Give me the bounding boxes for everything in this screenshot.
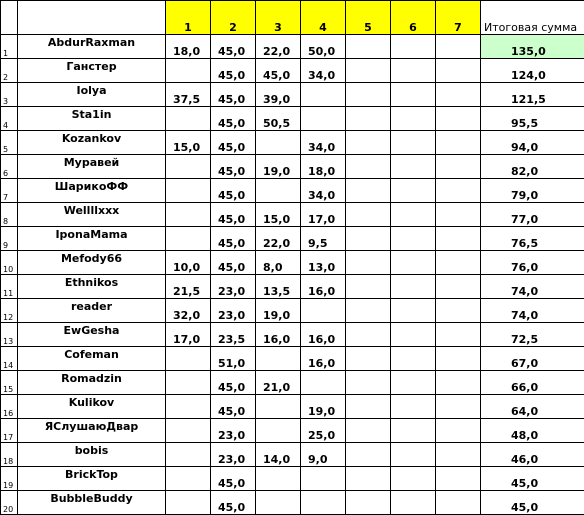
round-score-cell[interactable]: 23,0: [211, 419, 256, 443]
round-score-cell[interactable]: [346, 203, 391, 227]
round-score-cell[interactable]: [166, 59, 211, 83]
round-score-cell[interactable]: [166, 203, 211, 227]
round-score-cell[interactable]: 45,0: [211, 155, 256, 179]
player-name-cell[interactable]: Wellllxxx: [18, 203, 166, 227]
corner-cell[interactable]: [1, 1, 18, 35]
round-score-cell[interactable]: 23,5: [211, 323, 256, 347]
name-header-cell[interactable]: [18, 1, 166, 35]
round-score-cell[interactable]: [391, 227, 436, 251]
player-name-cell[interactable]: AbdurRaxman: [18, 35, 166, 59]
round-score-cell[interactable]: 45,0: [211, 35, 256, 59]
table-row: [1, 347, 584, 371]
table-row: [1, 275, 584, 299]
round-score-cell[interactable]: 34,0: [301, 179, 346, 203]
rank-cell[interactable]: 12: [1, 299, 18, 323]
round-score-cell[interactable]: [436, 251, 481, 275]
round-score-cell[interactable]: [391, 275, 436, 299]
round-score-cell[interactable]: [436, 227, 481, 251]
total-header[interactable]: Итоговая сумма: [481, 1, 584, 35]
round-score-cell[interactable]: 39,0: [256, 83, 301, 107]
table-row: [1, 299, 584, 323]
rank-cell[interactable]: 1: [1, 35, 18, 59]
round-score-cell[interactable]: 16,0: [256, 323, 301, 347]
round-score-cell[interactable]: [166, 227, 211, 251]
rank-cell[interactable]: 15: [1, 371, 18, 395]
rank-cell[interactable]: 9: [1, 227, 18, 251]
rank-cell[interactable]: 19: [1, 467, 18, 491]
rank-cell[interactable]: 4: [1, 107, 18, 131]
player-name-cell[interactable]: Mefody66: [18, 251, 166, 275]
round-score-cell[interactable]: [256, 347, 301, 371]
round-score-cell[interactable]: [346, 83, 391, 107]
round-score-cell[interactable]: [346, 59, 391, 83]
player-name-cell[interactable]: BubbleBuddy: [18, 491, 166, 515]
player-name-cell[interactable]: ШарикоФФ: [18, 179, 166, 203]
table-row: [1, 395, 584, 419]
total-cell[interactable]: 66,0: [481, 371, 584, 395]
round-score-cell[interactable]: [346, 347, 391, 371]
round-score-cell[interactable]: 14,0: [256, 443, 301, 467]
rank-cell[interactable]: 14: [1, 347, 18, 371]
round-score-cell[interactable]: [436, 467, 481, 491]
round-score-cell[interactable]: 21,0: [256, 371, 301, 395]
player-name-cell[interactable]: ЯСлушаюДвар: [18, 419, 166, 443]
round-score-cell[interactable]: [301, 491, 346, 515]
round-score-cell[interactable]: [166, 419, 211, 443]
rank-cell[interactable]: 5: [1, 131, 18, 155]
round-score-cell[interactable]: 23,0: [211, 275, 256, 299]
round-score-cell[interactable]: 50,5: [256, 107, 301, 131]
round-score-cell[interactable]: [301, 83, 346, 107]
table-row: [1, 203, 584, 227]
round-score-cell[interactable]: [391, 107, 436, 131]
round-score-cell[interactable]: 25,0: [301, 419, 346, 443]
round-score-cell[interactable]: [346, 491, 391, 515]
round-score-cell[interactable]: 51,0: [211, 347, 256, 371]
round-score-cell[interactable]: 18,0: [166, 35, 211, 59]
table-row: [1, 251, 584, 275]
round-score-cell[interactable]: 45,0: [211, 491, 256, 515]
player-name-cell[interactable]: Cofeman: [18, 347, 166, 371]
round-score-cell[interactable]: 45,0: [211, 203, 256, 227]
player-name-cell[interactable]: BrickTop: [18, 467, 166, 491]
round-score-cell[interactable]: 13,5: [256, 275, 301, 299]
round-score-cell[interactable]: [166, 395, 211, 419]
round-score-cell[interactable]: 45,0: [211, 251, 256, 275]
player-name-cell[interactable]: IponaMama: [18, 227, 166, 251]
round-score-cell[interactable]: [436, 299, 481, 323]
total-cell[interactable]: 76,5: [481, 227, 584, 251]
round-score-cell[interactable]: [166, 155, 211, 179]
round-header[interactable]: 5: [346, 1, 391, 35]
round-score-cell[interactable]: [436, 347, 481, 371]
round-score-cell[interactable]: 45,0: [211, 371, 256, 395]
round-score-cell[interactable]: 16,0: [301, 275, 346, 299]
round-score-cell[interactable]: [346, 251, 391, 275]
rank-cell[interactable]: 7: [1, 179, 18, 203]
total-cell[interactable]: 76,0: [481, 251, 584, 275]
round-score-cell[interactable]: 18,0: [301, 155, 346, 179]
round-score-cell[interactable]: 16,0: [301, 347, 346, 371]
round-score-cell[interactable]: [391, 131, 436, 155]
round-score-cell[interactable]: 34,0: [301, 131, 346, 155]
round-score-cell[interactable]: 15,0: [166, 131, 211, 155]
round-score-cell[interactable]: 19,0: [256, 299, 301, 323]
round-score-cell[interactable]: [436, 107, 481, 131]
round-score-cell[interactable]: [346, 227, 391, 251]
header-row: [1, 1, 584, 35]
total-cell[interactable]: 72,5: [481, 323, 584, 347]
table-row: [1, 179, 584, 203]
round-score-cell[interactable]: 23,0: [211, 443, 256, 467]
round-score-cell[interactable]: [391, 395, 436, 419]
round-score-cell[interactable]: [256, 491, 301, 515]
round-score-cell[interactable]: 32,0: [166, 299, 211, 323]
table-row: [1, 419, 584, 443]
round-score-cell[interactable]: 17,0: [301, 203, 346, 227]
round-score-cell[interactable]: 19,0: [301, 395, 346, 419]
total-cell[interactable]: 77,0: [481, 203, 584, 227]
round-score-cell[interactable]: 17,0: [166, 323, 211, 347]
round-score-cell[interactable]: 45,0: [211, 227, 256, 251]
total-cell[interactable]: 45,0: [481, 467, 584, 491]
rank-cell[interactable]: 20: [1, 491, 18, 515]
round-score-cell[interactable]: 22,0: [256, 35, 301, 59]
round-score-cell[interactable]: [166, 347, 211, 371]
player-name-cell[interactable]: Ethnikos: [18, 275, 166, 299]
round-score-cell[interactable]: 45,0: [211, 467, 256, 491]
round-score-cell[interactable]: [346, 419, 391, 443]
total-cell[interactable]: 64,0: [481, 395, 584, 419]
player-name-cell[interactable]: reader: [18, 299, 166, 323]
total-cell[interactable]: 121,5: [481, 83, 584, 107]
round-score-cell[interactable]: 23,0: [211, 299, 256, 323]
round-score-cell[interactable]: [256, 419, 301, 443]
round-score-cell[interactable]: [166, 107, 211, 131]
round-score-cell[interactable]: [346, 155, 391, 179]
round-score-cell[interactable]: [346, 371, 391, 395]
round-score-cell[interactable]: 15,0: [256, 203, 301, 227]
table-row: [1, 443, 584, 467]
round-score-cell[interactable]: 45,0: [211, 83, 256, 107]
rank-cell[interactable]: 11: [1, 275, 18, 299]
round-header[interactable]: 7: [436, 1, 481, 35]
round-score-cell[interactable]: [436, 35, 481, 59]
round-score-cell[interactable]: [391, 371, 436, 395]
total-cell[interactable]: 45,0: [481, 491, 584, 515]
round-score-cell[interactable]: [391, 155, 436, 179]
table-row: [1, 491, 584, 515]
player-name-cell[interactable]: Iolya: [18, 83, 166, 107]
round-score-cell[interactable]: 34,0: [301, 59, 346, 83]
round-score-cell[interactable]: [436, 83, 481, 107]
round-score-cell[interactable]: [391, 443, 436, 467]
round-score-cell[interactable]: [301, 467, 346, 491]
table-row: [1, 227, 584, 251]
round-score-cell[interactable]: [391, 251, 436, 275]
round-score-cell[interactable]: [166, 179, 211, 203]
round-score-cell[interactable]: 9,5: [301, 227, 346, 251]
round-score-cell[interactable]: [166, 467, 211, 491]
table-row: [1, 107, 584, 131]
round-score-cell[interactable]: 13,0: [301, 251, 346, 275]
rank-cell[interactable]: 18: [1, 443, 18, 467]
round-score-cell[interactable]: [346, 467, 391, 491]
round-score-cell[interactable]: [391, 323, 436, 347]
table-row: [1, 131, 584, 155]
round-score-cell[interactable]: [436, 443, 481, 467]
table-row: [1, 371, 584, 395]
total-cell[interactable]: 82,0: [481, 155, 584, 179]
round-score-cell[interactable]: [166, 443, 211, 467]
round-score-cell[interactable]: [436, 59, 481, 83]
round-score-cell[interactable]: [256, 179, 301, 203]
round-score-cell[interactable]: 9,0: [301, 443, 346, 467]
round-score-cell[interactable]: [301, 371, 346, 395]
round-score-cell[interactable]: [391, 179, 436, 203]
rank-cell[interactable]: 16: [1, 395, 18, 419]
round-header[interactable]: 2: [211, 1, 256, 35]
total-cell[interactable]: 74,0: [481, 275, 584, 299]
rank-cell[interactable]: 17: [1, 419, 18, 443]
round-score-cell[interactable]: [256, 395, 301, 419]
table-row: [1, 323, 584, 347]
round-score-cell[interactable]: [346, 131, 391, 155]
player-name-cell[interactable]: Kozankov: [18, 131, 166, 155]
round-score-cell[interactable]: [391, 467, 436, 491]
round-score-cell[interactable]: [436, 323, 481, 347]
round-score-cell[interactable]: [301, 107, 346, 131]
round-score-cell[interactable]: [346, 395, 391, 419]
round-score-cell[interactable]: [436, 419, 481, 443]
total-cell[interactable]: 95,5: [481, 107, 584, 131]
round-score-cell[interactable]: 45,0: [256, 59, 301, 83]
round-score-cell[interactable]: [346, 179, 391, 203]
round-score-cell[interactable]: 22,0: [256, 227, 301, 251]
round-score-cell[interactable]: [436, 179, 481, 203]
total-cell[interactable]: 124,0: [481, 59, 584, 83]
round-score-cell[interactable]: 19,0: [256, 155, 301, 179]
total-cell[interactable]: 48,0: [481, 419, 584, 443]
rank-cell[interactable]: 8: [1, 203, 18, 227]
rank-cell[interactable]: 10: [1, 251, 18, 275]
round-score-cell[interactable]: 21,5: [166, 275, 211, 299]
round-header[interactable]: 3: [256, 1, 301, 35]
round-score-cell[interactable]: [256, 131, 301, 155]
round-score-cell[interactable]: [346, 107, 391, 131]
total-cell[interactable]: 94,0: [481, 131, 584, 155]
total-cell[interactable]: 67,0: [481, 347, 584, 371]
round-score-cell[interactable]: [346, 35, 391, 59]
round-score-cell[interactable]: 45,0: [211, 131, 256, 155]
table-row: [1, 35, 584, 59]
player-name-cell[interactable]: Romadzin: [18, 371, 166, 395]
round-score-cell[interactable]: [436, 155, 481, 179]
round-score-cell[interactable]: [391, 299, 436, 323]
rank-cell[interactable]: 6: [1, 155, 18, 179]
total-cell[interactable]: 46,0: [481, 443, 584, 467]
rank-cell[interactable]: 13: [1, 323, 18, 347]
round-score-cell[interactable]: [436, 131, 481, 155]
player-name-cell[interactable]: Муравей: [18, 155, 166, 179]
round-header[interactable]: 4: [301, 1, 346, 35]
round-score-cell[interactable]: 45,0: [211, 179, 256, 203]
round-score-cell[interactable]: [391, 83, 436, 107]
round-score-cell[interactable]: 37,5: [166, 83, 211, 107]
rank-cell[interactable]: 3: [1, 83, 18, 107]
total-cell[interactable]: 74,0: [481, 299, 584, 323]
player-name-cell[interactable]: Kulikov: [18, 395, 166, 419]
round-score-cell[interactable]: [346, 323, 391, 347]
round-score-cell[interactable]: 45,0: [211, 59, 256, 83]
round-score-cell[interactable]: [346, 275, 391, 299]
table-row: [1, 59, 584, 83]
round-score-cell[interactable]: [166, 491, 211, 515]
player-name-cell[interactable]: bobis: [18, 443, 166, 467]
round-score-cell[interactable]: [391, 419, 436, 443]
round-header[interactable]: 6: [391, 1, 436, 35]
round-score-cell[interactable]: 50,0: [301, 35, 346, 59]
total-cell[interactable]: 135,0: [481, 35, 584, 59]
table-row: [1, 467, 584, 491]
round-score-cell[interactable]: 16,0: [301, 323, 346, 347]
round-score-cell[interactable]: 8,0: [256, 251, 301, 275]
table-row: [1, 83, 584, 107]
round-score-cell[interactable]: [391, 35, 436, 59]
rank-cell[interactable]: 2: [1, 59, 18, 83]
round-header[interactable]: 1: [166, 1, 211, 35]
round-score-cell[interactable]: [346, 299, 391, 323]
round-score-cell[interactable]: [436, 371, 481, 395]
round-score-cell[interactable]: [346, 443, 391, 467]
player-name-cell[interactable]: EwGesha: [18, 323, 166, 347]
round-score-cell[interactable]: [436, 395, 481, 419]
round-score-cell[interactable]: [391, 347, 436, 371]
round-score-cell[interactable]: [256, 467, 301, 491]
round-score-cell[interactable]: [436, 491, 481, 515]
round-score-cell[interactable]: [301, 299, 346, 323]
round-score-cell[interactable]: 45,0: [211, 107, 256, 131]
round-score-cell[interactable]: 45,0: [211, 395, 256, 419]
round-score-cell[interactable]: [391, 59, 436, 83]
round-score-cell[interactable]: [166, 371, 211, 395]
round-score-cell[interactable]: [436, 203, 481, 227]
table-row: [1, 155, 584, 179]
total-cell[interactable]: 79,0: [481, 179, 584, 203]
round-score-cell[interactable]: [391, 203, 436, 227]
player-name-cell[interactable]: Ганстер: [18, 59, 166, 83]
round-score-cell[interactable]: 10,0: [166, 251, 211, 275]
round-score-cell[interactable]: [436, 275, 481, 299]
player-name-cell[interactable]: Sta1in: [18, 107, 166, 131]
round-score-cell[interactable]: [391, 491, 436, 515]
